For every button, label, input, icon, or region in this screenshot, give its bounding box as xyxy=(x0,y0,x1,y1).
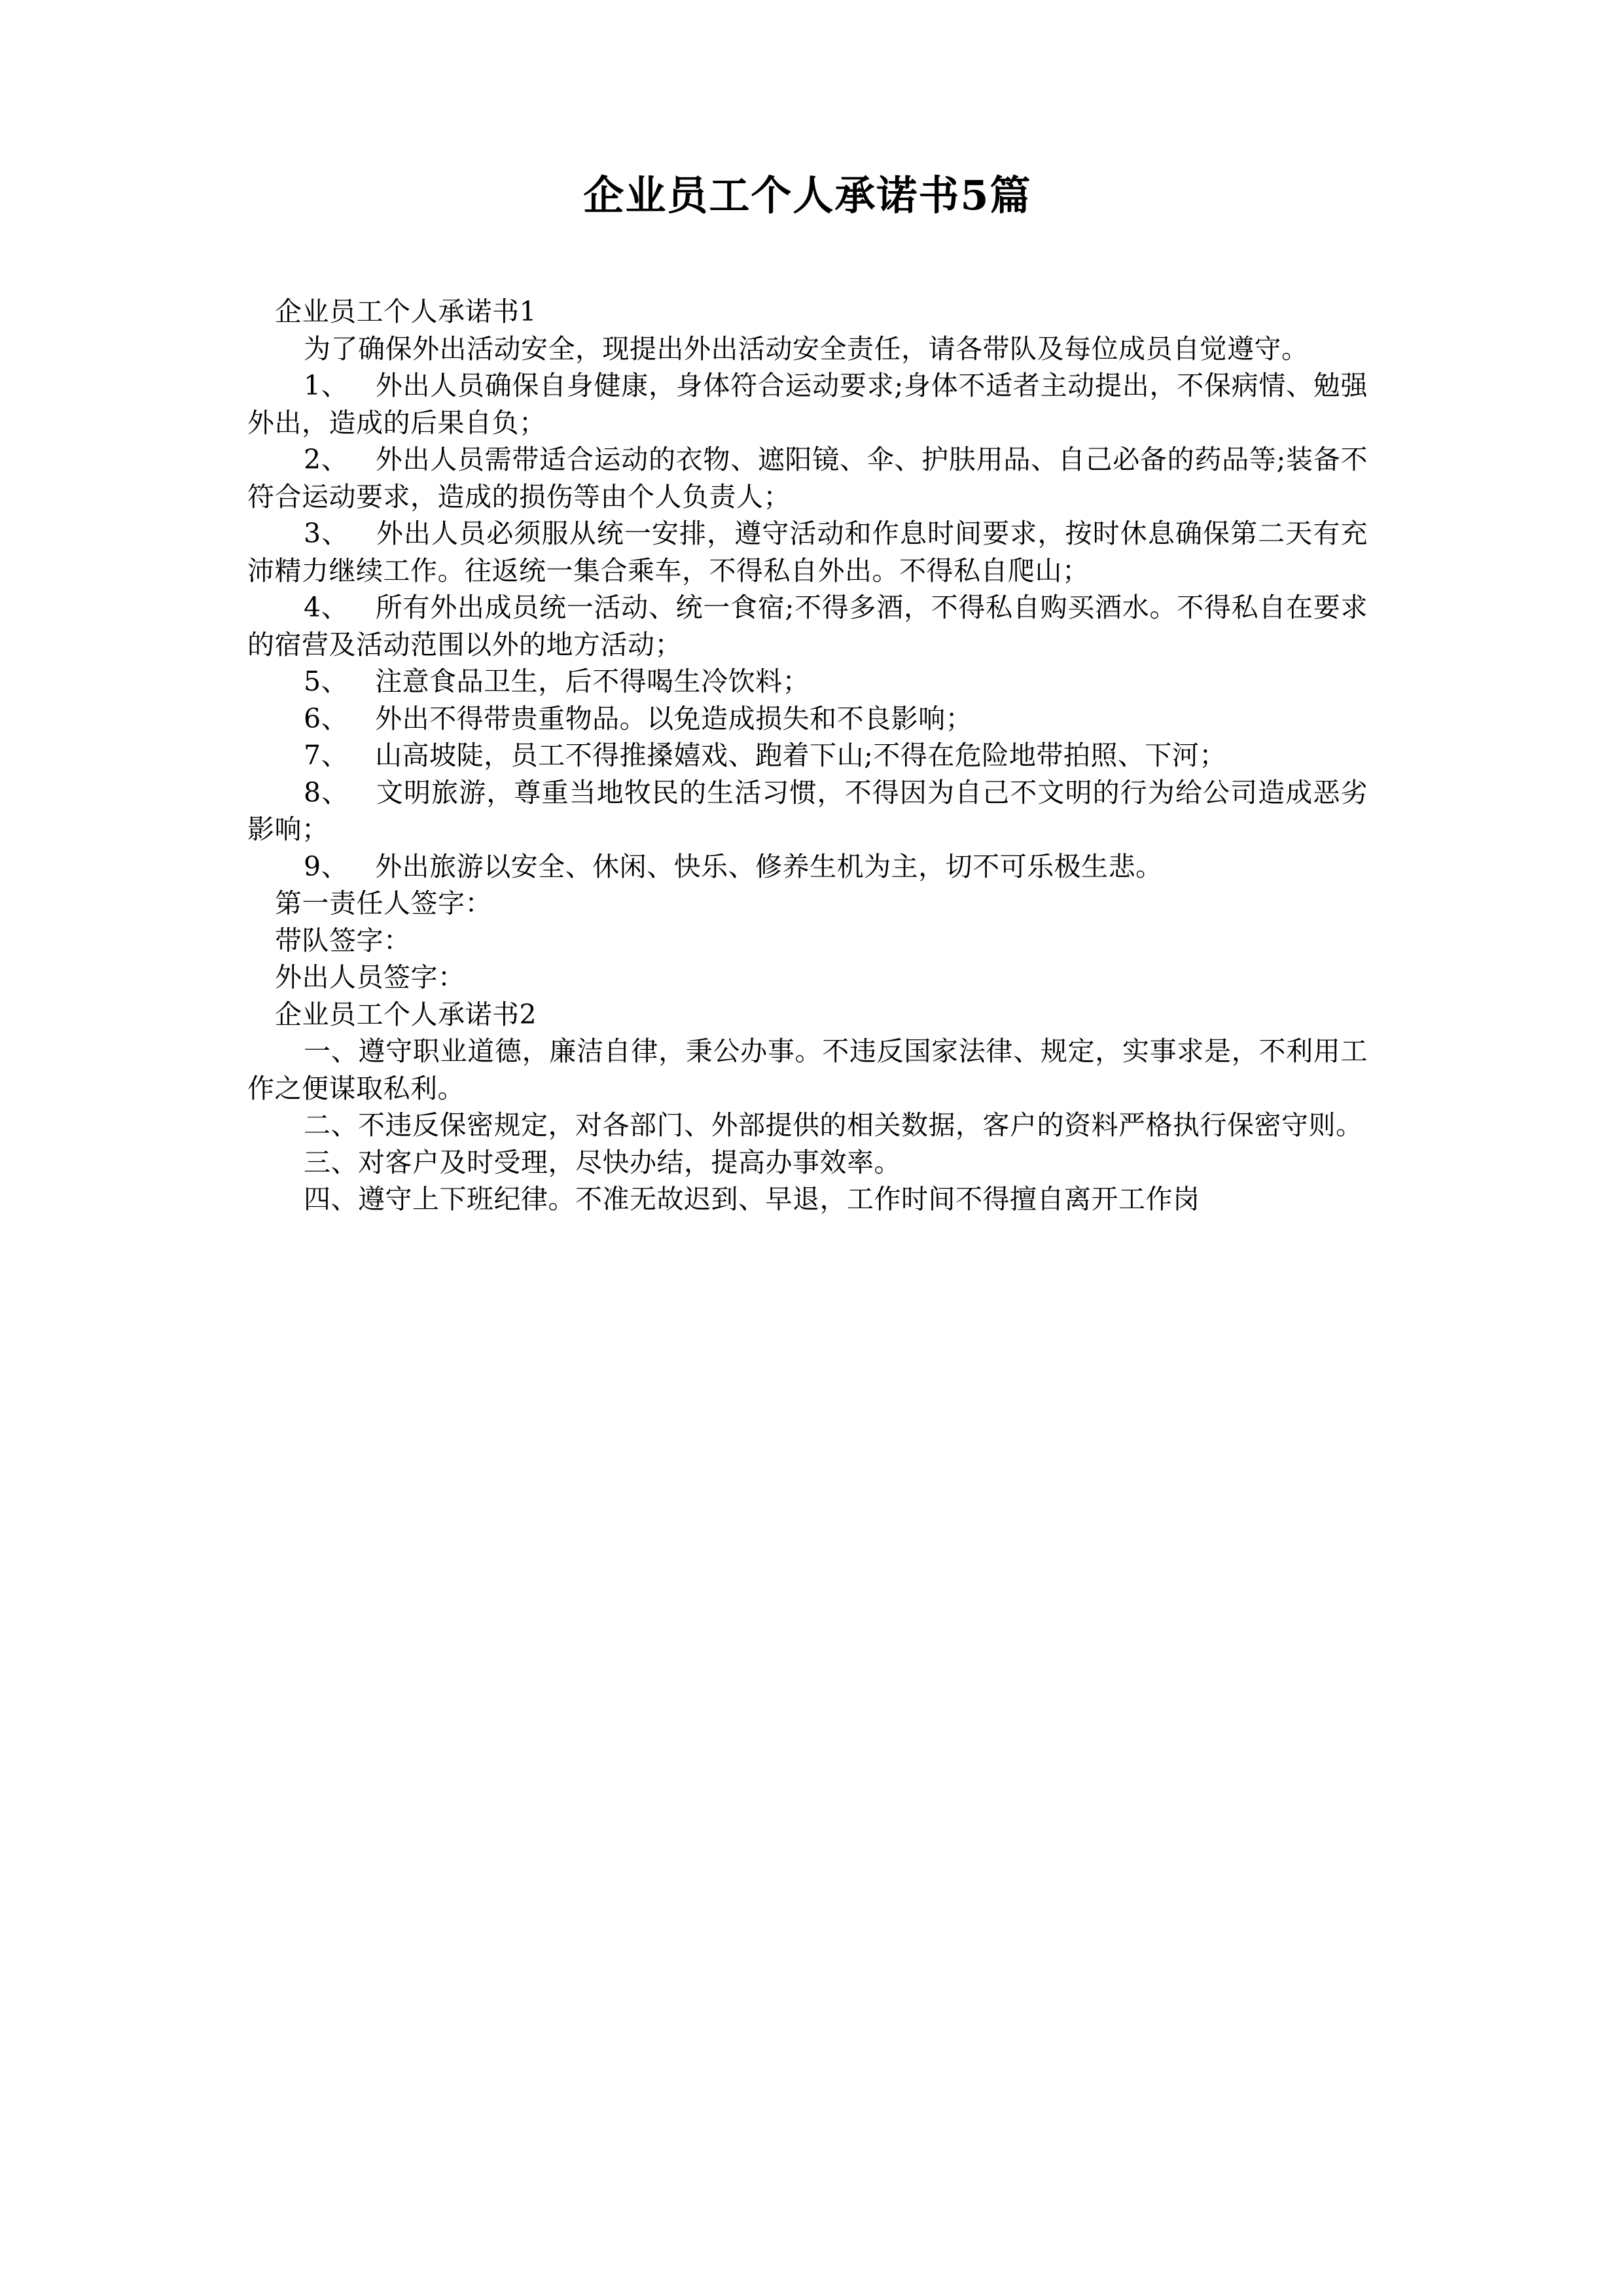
list-item xyxy=(247,367,1368,441)
list-item xyxy=(247,737,1368,774)
section-heading-2: 企业员工个人承诺书2 xyxy=(275,998,537,1030)
list-item: 二、不违反保密规定，对各部门、外部提供的相关数据，客户的资料严格执行保密守则。 xyxy=(304,1109,1363,1141)
list-item-text: 文明旅游，尊重当地牧民的生活习惯，不得因为自己不文明的行为给公司造成恶劣影响； xyxy=(247,776,1368,845)
list-item-text: 外出人员需带适合运动的衣物、遮阳镜、伞、护肤用品、自己必备的药品等;装备不符合运动要求，造成的损伤等由个人负责人； xyxy=(247,444,1368,512)
list-item xyxy=(247,774,1368,848)
list-item: 四、遵守上下班纪律。不准无故迟到、早退，工作时间不得擅自离开工作岗 xyxy=(304,1183,1200,1215)
list-item-text: 山高坡陡，员工不得推搡嬉戏、跑着下山;不得在危险地带拍照、下河； xyxy=(375,740,1226,771)
section-heading-1: 企业员工个人承诺书1 xyxy=(275,296,537,327)
list-item-marker: 4、 xyxy=(304,592,349,623)
list-item: 一、遵守职业道德，廉洁自律，秉公办事。不违反国家法律、规定，实事求是，不利用工作之便谋取私利。 xyxy=(247,1035,1368,1104)
list-item: 三、对客户及时受理，尽快办结，提高办事效率。 xyxy=(304,1146,901,1178)
list-item-text: 所有外出成员统一活动、统一食宿;不得多酒，不得私自购买酒水。不得私自在要求的宿营及活动范围以外的地方活动； xyxy=(247,592,1368,660)
document-content xyxy=(247,0,1368,1218)
list-item-marker: 9、 xyxy=(304,850,349,882)
signature-line-first-responsible: 第一责任人签字： xyxy=(275,888,492,919)
signature-line-participant: 外出人员签字： xyxy=(275,961,465,993)
list-item xyxy=(247,700,1368,738)
list-item-marker: 2、 xyxy=(304,444,349,475)
list-item-text: 外出不得带贵重物品。以免造成损失和不良影响； xyxy=(375,702,973,734)
page-title: 企业员工个人承诺书5篇 xyxy=(583,171,1032,219)
document-body xyxy=(247,293,1368,1218)
list-item xyxy=(247,589,1368,663)
list-item-marker: 8、 xyxy=(304,776,349,808)
list-item-text: 外出人员必须服从统一安排，遵守活动和作息时间要求，按时休息确保第二天有充沛精力继续工作。往返统一集合乘车，不得私自外出。不得私自爬山； xyxy=(247,518,1368,586)
section-intro-1: 为了确保外出活动安全，现提出外出活动安全责任，请各带队及每位成员自觉遵守。 xyxy=(304,332,1309,365)
list-item-marker: 3、 xyxy=(304,518,349,549)
signature-line-team-leader: 带队签字： xyxy=(275,924,411,956)
list-item xyxy=(247,663,1368,700)
list-item-text: 外出旅游以安全、休闲、快乐、修养生机为主，切不可乐极生悲。 xyxy=(375,850,1163,882)
list-item-text: 外出人员确保自身健康，身体符合运动要求;身体不适者主动提出，不保病情、勉强外出，造成的后果自负； xyxy=(247,370,1368,439)
list-item-marker: 6、 xyxy=(304,702,349,734)
list-item-marker: 5、 xyxy=(304,666,349,697)
list-item-marker: 7、 xyxy=(304,740,349,771)
list-item xyxy=(247,848,1368,886)
list-item-marker: 1、 xyxy=(304,370,349,401)
list-item xyxy=(247,515,1368,589)
list-item-text: 注意食品卫生，后不得喝生冷饮料； xyxy=(375,666,810,697)
list-item xyxy=(247,441,1368,515)
